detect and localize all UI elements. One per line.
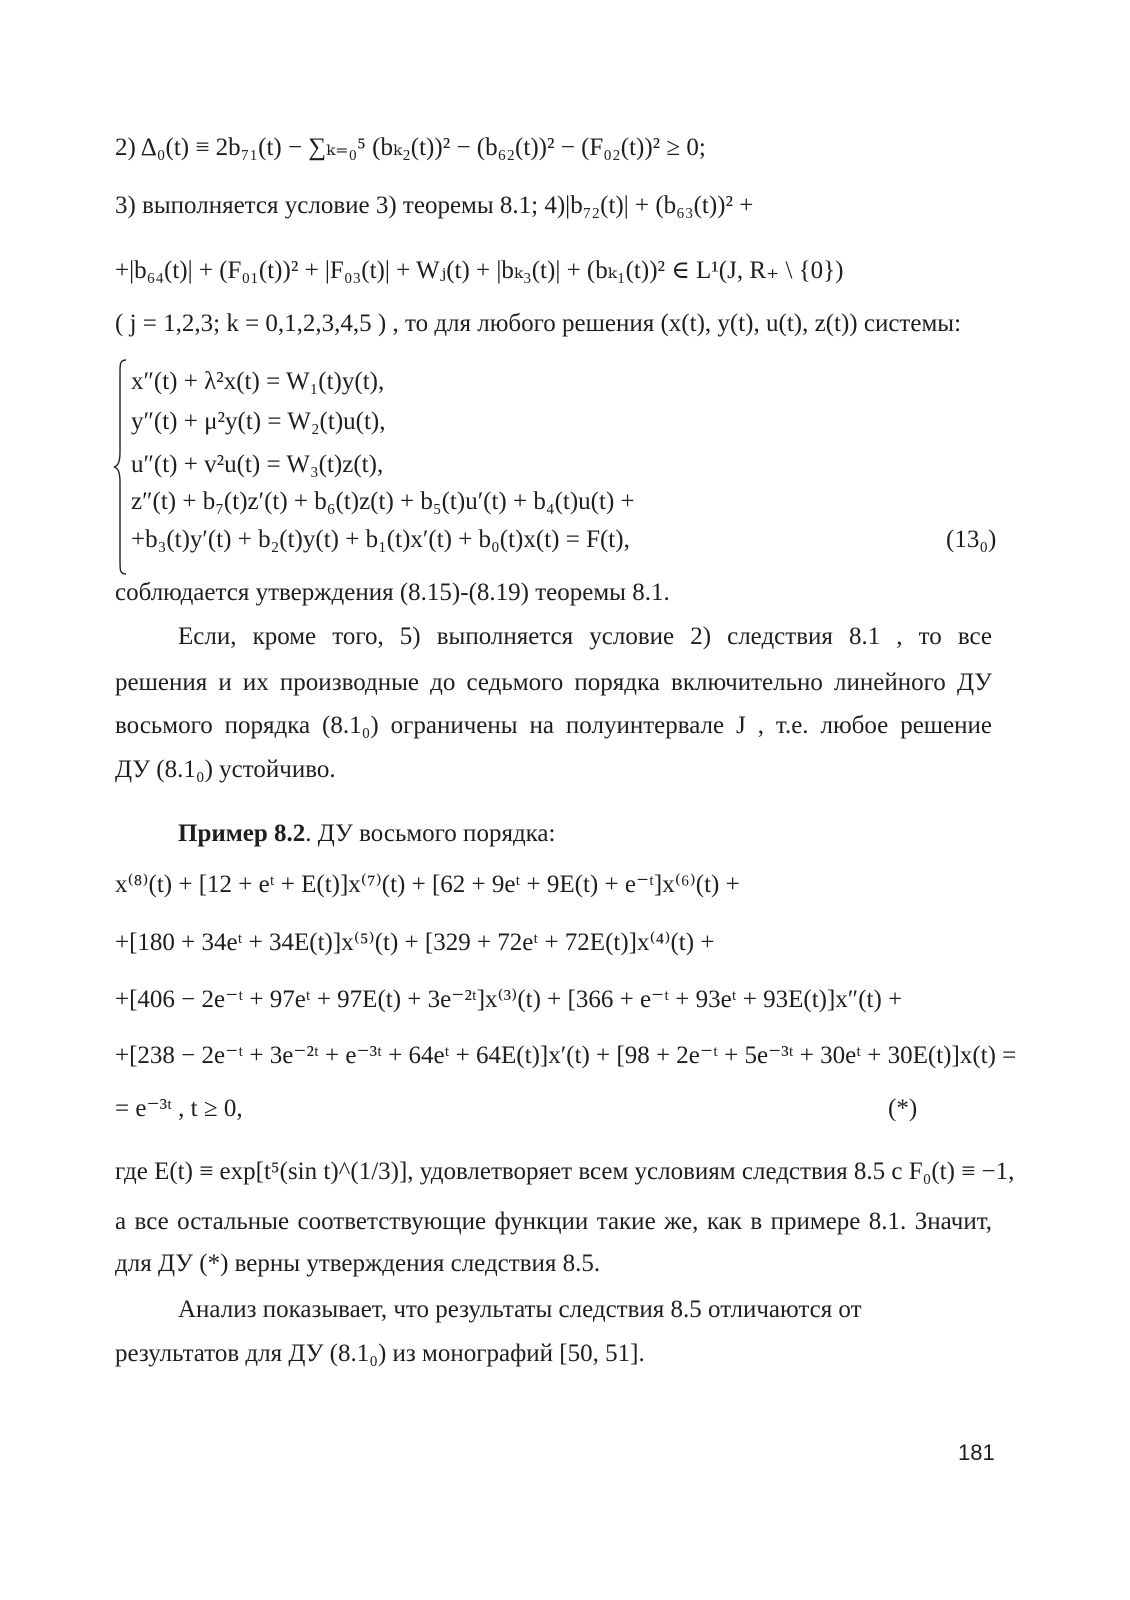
paragraph-2-line-3: для ДУ (*) верны утверждения следствия 8.5. — [115, 1250, 601, 1277]
page-number: 181 — [958, 1440, 995, 1465]
system-line-2: y″(t) + μ²y(t) = W₂(t)u(t), — [131, 408, 386, 435]
paragraph-3-line-2: результатов для ДУ (8.1₀) из монографий [50, 51]. — [115, 1340, 645, 1367]
example-eq-line-5: = e⁻³ᵗ , t ≥ 0, — [115, 1095, 243, 1122]
example-title: Пример 8.2 — [178, 820, 306, 847]
paragraph-1-line-4: ДУ (8.1₀) устойчиво. — [115, 756, 336, 783]
example-eq-line-3: +[406 − 2e⁻ᵗ + 97eᵗ + 97E(t) + 3e⁻²ᵗ]x⁽³⁾(t) + [366 + e⁻ᵗ + 93eᵗ + 93E(t)]x″(t) + — [115, 986, 903, 1013]
equation-label-star: (*) — [888, 1095, 918, 1122]
paragraph-1-line-1: Если, кроме того, 5) выполняется условие 2) следствия 8.1 , то все — [178, 623, 992, 650]
example-heading — [178, 819, 555, 849]
paragraph-1-line-3: восьмого порядка (8.1₀) ограничены на полуинтервале J , т.е. любое решение — [115, 712, 992, 739]
example-eq-line-2: +[180 + 34eᵗ + 34E(t)]x⁽⁵⁾(t) + [329 + 72eᵗ + 72E(t)]x⁽⁴⁾(t) + — [115, 929, 715, 956]
paragraph-1-line-2: решения и их производные до седьмого порядка включительно линейного ДУ — [115, 669, 992, 696]
system-line-4: z″(t) + b₇(t)z′(t) + b₆(t)z(t) + b₅(t)u′(t) + b₄(t)u(t) + — [131, 488, 635, 515]
paragraph-2-line-2: а все остальные соответствующие функции такие же, как в примере 8.1. Значит, — [115, 1208, 992, 1235]
equation-label-13: (13₀) — [946, 526, 997, 553]
left-brace-icon — [112, 358, 130, 576]
index-line: ( j = 1,2,3; k = 0,1,2,3,4,5 ) , то для любого решения (x(t), y(t), u(t), z(t)) системы: — [115, 310, 962, 337]
system-line-5: +b₃(t)y′(t) + b₂(t)y(t) + b₁(t)x′(t) + b₀(t)x(t) = F(t), — [131, 526, 630, 553]
system-line-1: x″(t) + λ²x(t) = W₁(t)y(t), — [131, 368, 385, 395]
paragraph-2-line-1: где E(t) ≡ exp[t⁵(sin t)^(1/3)], удовлетворяет всем условиям следствия 8.5 с F₀(t) ≡ −1, — [115, 1158, 1015, 1185]
condition-2: 2) Δ₀(t) ≡ 2b₇₁(t) − ∑ₖ₌₀⁵ (bₖ₂(t))² − (b₆₂(t))² − (F₀₂(t))² ≥ 0; — [115, 134, 706, 161]
system-line-3: u″(t) + v²u(t) = W₃(t)z(t), — [131, 451, 384, 478]
condition-4-continued: +|b₆₄(t)| + (F₀₁(t))² + |F₀₃(t)| + Wⱼ(t) + |bₖ₃(t)| + (bₖ₁(t))² ∈ L¹(J, R₊ \ {0}) — [115, 257, 844, 284]
example-title-rest: . ДУ восьмого порядка: — [305, 820, 556, 847]
example-eq-line-1: x⁽⁸⁾(t) + [12 + eᵗ + E(t)]x⁽⁷⁾(t) + [62 + 9eᵗ + 9E(t) + e⁻ᵗ]x⁽⁶⁾(t) + — [115, 871, 740, 898]
after-system-text: соблюдается утверждения (8.15)-(8.19) теоремы 8.1. — [115, 579, 670, 606]
example-eq-line-4: +[238 − 2e⁻ᵗ + 3e⁻²ᵗ + e⁻³ᵗ + 64eᵗ + 64E(t)]x′(t) + [98 + 2e⁻ᵗ + 5e⁻³ᵗ + 30eᵗ + 30E(t)]x(t) = — [115, 1042, 1017, 1069]
condition-3-4: 3) выполняется условие 3) теоремы 8.1; 4)|b₇₂(t)| + (b₆₃(t))² + — [115, 192, 754, 219]
paragraph-3-line-1: Анализ показывает, что результаты следствия 8.5 отличаются от — [178, 1296, 862, 1323]
